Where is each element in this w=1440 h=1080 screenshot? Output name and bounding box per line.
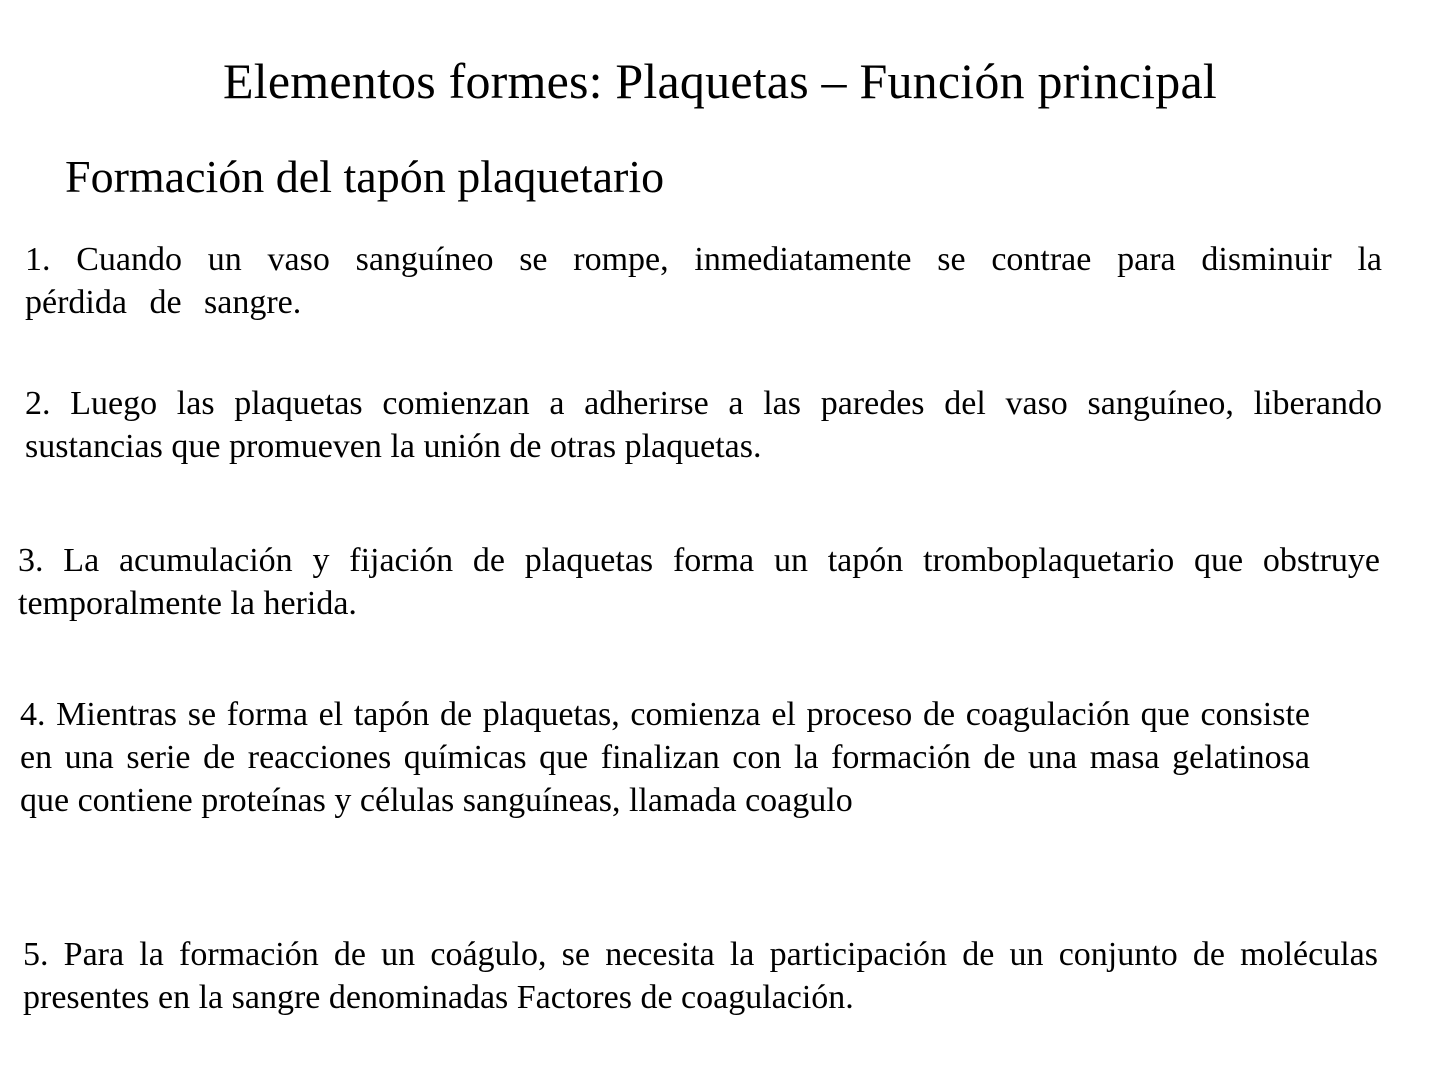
paragraph-step-2: 2. Luego las plaquetas comienzan a adherirse a las paredes del vaso sanguíneo, liberando sustancias que promueven la unión de otras plaquetas. xyxy=(25,385,1382,465)
paragraph-step-5: 5. Para la formación de un coágulo, se necesita la participación de un conjunto de moléculas presentes en la sangre denominadas Factores de coagulación. xyxy=(23,936,1378,1016)
section-subtitle: Formación del tapón plaquetario xyxy=(65,151,665,202)
slide-title: Elementos formes: Plaquetas – Función principal xyxy=(223,53,1217,109)
paragraph-step-1: 1. Cuando un vaso sanguíneo se rompe, inmediatamente se contrae para disminuir la pérdida de sangre. xyxy=(25,241,1382,321)
paragraph-step-3: 3. La acumulación y fijación de plaquetas forma un tapón tromboplaquetario que obstruye temporalmente la herida. xyxy=(18,542,1380,622)
paragraph-step-4: 4. Mientras se forma el tapón de plaquetas, comienza el proceso de coagulación que consiste en una serie de reacciones químicas que finalizan con la formación de una masa gelatinosa que contiene proteínas y células sanguíneas, llamada coagulo xyxy=(20,696,1310,819)
